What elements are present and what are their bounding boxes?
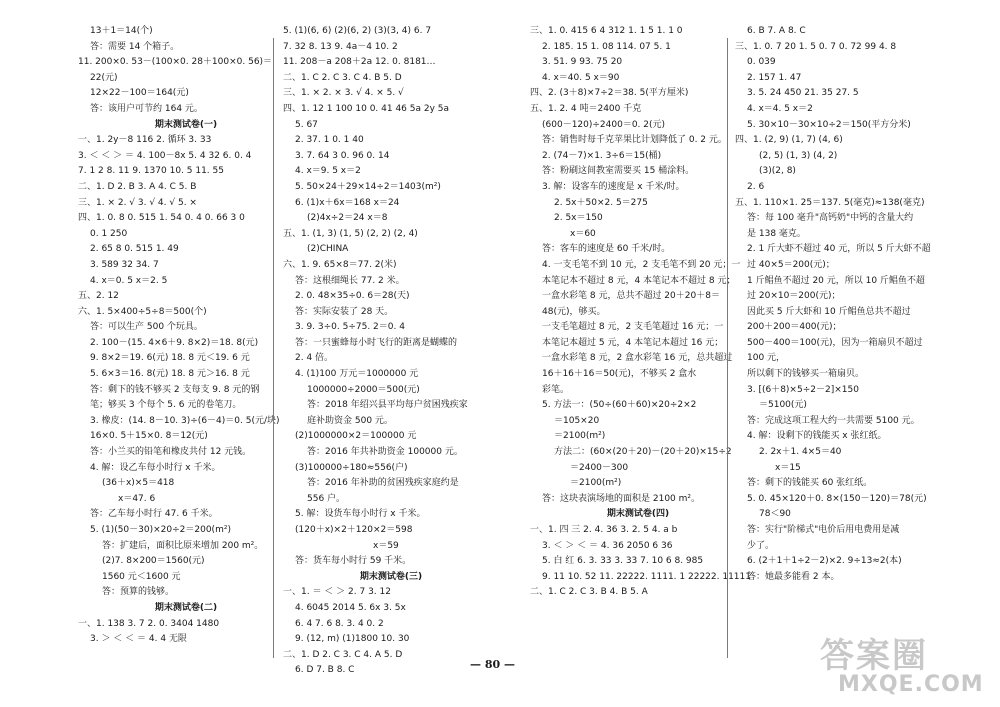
answer-line: 因此买 5 斤大虾和 10 斤鲳鱼总共不超过 bbox=[747, 306, 911, 317]
answer-line: 5. 50×24＋29×14÷2＝1403(m²) bbox=[295, 181, 441, 192]
answer-line: 答：实行"阶梯式"电价后用电费用是减 bbox=[747, 525, 900, 535]
answer-line: 556 户。 bbox=[307, 493, 346, 504]
answer-line: 答：实际安装了 28 天。 bbox=[295, 306, 394, 317]
answer-line: 22(元) bbox=[90, 72, 118, 83]
answer-line: 二、1. D 2. C 3. C 4. A 5. D bbox=[283, 649, 403, 660]
answer-line: 7. 32 8. 13 9. 4a－4 10. 2 bbox=[283, 41, 398, 52]
answer-line: 答：预算的钱够。 bbox=[102, 587, 175, 598]
answer-line: 3. 7. 64 3 0. 96 0. 14 bbox=[295, 150, 390, 161]
answer-line: 5. 6×3＝16. 8(元) 18. 8 元＞16. 8 元 bbox=[90, 369, 250, 380]
answer-line: 4. 解：设剩下的钱能买 x 张红纸。 bbox=[747, 431, 887, 442]
answer-line: 12×22－100＝164(元) bbox=[90, 88, 189, 99]
answer-line: 答：客车的速度是 60 千米/时。 bbox=[542, 244, 671, 255]
answer-line: 答：需要 14 个箱子。 bbox=[90, 41, 180, 52]
answer-line: 3. 589 32 34. 7 bbox=[90, 259, 159, 270]
answer-line: 一盒水彩笔 8 元，总共不超过 20＋20＋8＝ bbox=[542, 291, 720, 302]
answer-line: 5. 67 bbox=[295, 119, 318, 130]
answer-line: ＝5100(元) bbox=[759, 400, 807, 411]
answer-line: (2)1000000×2＝100000 元 bbox=[295, 431, 417, 442]
answer-line: x＝15 bbox=[775, 462, 801, 473]
answer-line: 3. 9. 3÷0. 5÷75. 2＝0. 4 bbox=[295, 322, 405, 333]
answer-line: 7. 1 2 8. 11 9. 1370 10. 5 11. 55 bbox=[78, 166, 224, 177]
answer-line: 5. 方法一：(50÷(60＋60)×20÷2×2 bbox=[542, 400, 697, 411]
answer-line: (600－120)÷2400＝0. 2(元) bbox=[542, 119, 666, 130]
watermark-logo-text: 答案圈 bbox=[820, 636, 928, 676]
answer-line: 11. 208－a 208＋2a 12. 0. 8181… bbox=[283, 57, 436, 68]
answer-line: 3. ＜ ＞ ＜ ＝ 4. 36 2050 6 36 bbox=[542, 540, 673, 551]
answer-line: 2. 37. 1 0. 1 40 bbox=[295, 135, 364, 146]
answer-line: 2. 0. 48×35÷0. 6＝28(天) bbox=[295, 291, 410, 302]
answer-line: 4. x＝0. 5 x＝2. 5 bbox=[90, 275, 168, 286]
answer-line: 三、1. 0. 7 20 1. 5 0. 7 0. 72 99 4. 8 bbox=[735, 41, 897, 52]
watermark-site-text: MXQE.COM bbox=[838, 672, 984, 697]
answer-line: 5. (1)(50－30)×20÷2＝200(m²) bbox=[90, 525, 231, 535]
answer-line: 一盒水彩笔 8 元，2 盒水彩笔 16 元，总共超过 bbox=[542, 353, 733, 364]
answer-line: 2. 5x＋50×2. 5＝275 bbox=[554, 197, 648, 208]
answer-line: 2. 65 8 0. 515 1. 49 bbox=[90, 244, 179, 255]
answer-line: 本笔记本不超过 8 元，4 本笔记本不超过 8 元； bbox=[542, 275, 736, 286]
answer-line: 11. 200×0. 53－(100×0. 28＋100×0. 56)＝ bbox=[78, 57, 273, 68]
answer-line: (120＋x)×2＋120×2＝598 bbox=[295, 525, 413, 535]
answer-line: ＝2100(m²) bbox=[570, 478, 622, 489]
answer-line: 2. 2x＋1. 4×5＝40 bbox=[759, 447, 842, 458]
answer-line: 48(元)，够买。 bbox=[542, 306, 606, 317]
answer-line: 答：每 100 毫升"高钙奶"中钙的含量大约 bbox=[747, 213, 914, 224]
answer-line: 四、1. 12 1 100 10 0. 41 46 5a 2y 5a bbox=[283, 103, 450, 114]
answer-line: x＝47. 6 bbox=[118, 493, 156, 504]
answer-line: 3. ＞ ＜ ＜ ＝ 4. 4 无限 bbox=[90, 634, 187, 645]
answer-line: 0. 039 bbox=[747, 57, 776, 68]
answer-line: 答：一只蜜蜂每小时飞行的距离是蝴蝶的 bbox=[295, 337, 458, 348]
answer-line: 1000000÷2000＝500(元) bbox=[307, 384, 420, 395]
answer-line: 6. B 7. A 8. C bbox=[747, 26, 806, 36]
answer-line: 6. D 7. B 8. C bbox=[295, 665, 355, 676]
answer-line: (36＋x)×5＝418 bbox=[102, 478, 175, 489]
answer-line: 3. 51. 9 93. 75 20 bbox=[542, 57, 623, 68]
answer-line: 五、1. 110×1. 25＝137. 5(毫克)≈138(毫克) bbox=[735, 197, 925, 208]
answer-line: 500－400＝100(元)，因为一箱扇贝不超过 bbox=[747, 337, 923, 348]
answer-line: 5. 0. 45×120＋0. 8×(150－120)＝78(元) bbox=[747, 493, 927, 504]
answer-line: 庭补助资金 500 元。 bbox=[307, 415, 393, 426]
answer-line: 一、1. 2y－8 116 2. 循环 3. 33 bbox=[78, 135, 212, 146]
answer-line: 2. 1 斤大虾不超过 40 元，所以 5 斤大虾不超 bbox=[747, 244, 931, 255]
answer-line: 3. [(6＋8)×5÷2－2]×150 bbox=[747, 384, 859, 395]
answer-line: 200＋200＝400(元)； bbox=[747, 322, 842, 333]
answer-line: 三、1. × 2. √ 3. √ 4. √ 5. × bbox=[78, 197, 197, 208]
answer-line: 二、1. C 2. C 3. C 4. B 5. D bbox=[283, 72, 402, 83]
answer-line: 5. 解：设货车每小时行 x 千米。 bbox=[295, 509, 426, 520]
answer-line: 3. ＜ ＜ ＞ ＝ 4. 100－8x 5. 4 32 6. 0. 4 bbox=[78, 150, 252, 161]
answer-line: 答：2016 年补助的贫困残疾家庭约是 bbox=[307, 478, 459, 489]
answer-line: 9. 8×2＝19. 6(元) 18. 8 元＜19. 6 元 bbox=[90, 353, 250, 364]
answer-line: 五、1. (1, 3) (1, 5) (2, 2) (2, 4) bbox=[283, 228, 418, 239]
answer-line: 答：可以生产 500 个玩具。 bbox=[90, 322, 203, 333]
answer-line: 3. 5. 24 450 21. 35 27. 5 bbox=[747, 88, 859, 99]
answer-line: 6. 4 7. 6 8. 3. 4 0. 2 bbox=[295, 618, 384, 629]
answer-line: (3)100000÷180≈556(户) bbox=[295, 462, 408, 473]
answer-line: 答：2016 年共补助资金 100000 元。 bbox=[307, 447, 463, 458]
answer-line: 2. 185. 15 1. 08 114. 07 5. 1 bbox=[542, 41, 671, 52]
answer-line: (2, 5) (1, 3) (4, 2) bbox=[759, 150, 838, 161]
answer-line: (2)CHINA bbox=[307, 244, 349, 255]
section-heading: 期末测试卷(一) bbox=[154, 119, 218, 130]
answer-line: 答：该用户可节约 164 元。 bbox=[90, 103, 203, 114]
answer-line: 2. 100－(15. 4×6＋9. 8×2)＝18. 8(元) bbox=[90, 337, 259, 348]
answer-line: 78＜90 bbox=[759, 509, 791, 520]
answer-line: ＝105×20 bbox=[554, 415, 600, 426]
answer-line: 2. (74－7)×1. 3÷6＝15(桶) bbox=[542, 150, 662, 161]
answer-line: 二、1. C 2. C 3. B 4. B 5. A bbox=[530, 587, 648, 598]
answer-line: 过 20×10＝200(元)； bbox=[747, 291, 841, 302]
answer-line: 一支毛笔超过 8 元，2 支毛笔超过 16 元；一 bbox=[542, 322, 724, 333]
answer-line: 4. x＝9. 5 x＝2 bbox=[295, 166, 361, 177]
answer-line: 一、1. 四 三 2. 4. 36 3. 2. 5 4. a b bbox=[530, 525, 678, 535]
answer-line: 答：粉刷这间教室需要买 15 桶涂料。 bbox=[542, 166, 695, 177]
answer-line: 9. (12, m) (1)1800 10. 30 bbox=[295, 634, 410, 645]
answer-line: 二、1. D 2. B 3. A 4. C 5. B bbox=[78, 181, 197, 192]
answer-line: 4. x＝40. 5 x＝90 bbox=[542, 72, 620, 83]
answer-column-4 bbox=[735, 24, 967, 664]
answer-line: x＝59 bbox=[373, 540, 399, 551]
answer-line: 6. (2＋1＋1÷2－2)×2. 9÷13≈2(本) bbox=[747, 556, 902, 567]
answer-line: 答：扩建后，面积比原来增加 200 m²。 bbox=[102, 540, 264, 551]
answer-line: 2. 157 1. 47 bbox=[747, 72, 802, 83]
answer-line: 三、1. 0. 415 6 4 312 1. 1 5 1. 1 0 bbox=[530, 26, 683, 36]
answer-line: 5. (1)(6, 6) (2)(6, 2) (3)(3, 4) 6. 7 bbox=[283, 26, 432, 36]
answer-line: 一、1. 138 3. 7 2. 0. 3404 1480 bbox=[78, 618, 220, 629]
answer-line: (2)4x÷2＝24 x＝8 bbox=[307, 213, 388, 224]
page-number: — 80 — bbox=[470, 658, 515, 671]
answer-line: 4. x＝4. 5 x＝2 bbox=[747, 103, 813, 114]
answer-line: 一、1. ＝ ＜ ＞ 2. 7 3. 12 bbox=[283, 587, 391, 598]
column-divider-3 bbox=[727, 38, 728, 658]
answer-line: 9. 11 10. 52 11. 22222. 1111. 1 22222. 11111 bbox=[542, 571, 751, 582]
answer-line: 四、1. (2, 9) (1, 7) (4, 6) bbox=[735, 135, 843, 146]
answer-line: (3)(2, 8) bbox=[759, 166, 796, 177]
answer-line: 所以剩下的钱够买一箱扇贝。 bbox=[747, 369, 865, 380]
answer-line: 笔；够买 3 个每个 5. 6 元的卷笔刀。 bbox=[90, 400, 242, 411]
answer-line: 2. 6 bbox=[747, 181, 765, 192]
answer-line: 少了。 bbox=[747, 540, 775, 551]
answer-line: 答：货车每小时行 59 千米。 bbox=[295, 556, 412, 567]
answer-line: 六、1. 9. 65×8＝77. 2(米) bbox=[283, 259, 397, 270]
answer-line: 0. 1 250 bbox=[90, 228, 128, 239]
answer-line: 答：完成这项工程大约一共需要 5100 元。 bbox=[747, 415, 920, 426]
answer-line: 100 元， bbox=[747, 353, 786, 364]
column-divider-1 bbox=[273, 38, 274, 658]
answer-line: 彩笔。 bbox=[542, 384, 570, 395]
answer-line: 3. 橡皮：(14. 8－10. 3)÷(6－4)＝0. 5(元/块) bbox=[90, 415, 280, 426]
answer-line: ＝2400－300 bbox=[570, 462, 629, 473]
section-heading: 期末测试卷(三) bbox=[359, 571, 423, 582]
answer-line: 1560 元＜1600 元 bbox=[102, 571, 181, 582]
answer-line: 方法二：(60×(20＋20)－(20＋20)×15÷2 bbox=[554, 447, 732, 458]
answer-line: 4. 解：设乙车每小时行 x 千米。 bbox=[90, 462, 221, 473]
answer-line: 答：小兰买的铅笔和橡皮共付 12 元钱。 bbox=[90, 447, 252, 458]
answer-line: ＝2100(m²) bbox=[554, 431, 606, 442]
answer-line: 过 40×5＝200(元)； bbox=[747, 259, 835, 270]
answer-line: 六、1. 5×400÷5÷8＝500(个) bbox=[78, 306, 207, 317]
answer-line: 13＋1＝14(个) bbox=[90, 26, 153, 36]
answer-line: 16×0. 5＋15×0. 8＝12(元) bbox=[90, 431, 208, 442]
answer-line: 16＋16＋16＝50(元)，不够买 2 盒水 bbox=[542, 369, 697, 380]
answer-line: 答：剩下的钱不够买 2 支每支 9. 8 元的钢 bbox=[90, 384, 260, 395]
answer-line: 答：剩下的钱能买 60 张红纸。 bbox=[747, 478, 873, 489]
answer-line: 2. 5x＝150 bbox=[554, 213, 603, 224]
answer-line: 四、1. 0. 8 0. 515 1. 54 0. 4 0. 66 3 0 bbox=[78, 213, 245, 224]
answer-line: 2. 4 倍。 bbox=[295, 353, 334, 364]
answer-line: 五、1. 2. 4 吨＝2400 千克 bbox=[530, 103, 642, 114]
answer-line: 答：这根细绳长 77. 2 米。 bbox=[295, 275, 405, 286]
answer-line: 答：乙车每小时行 47. 6 千米。 bbox=[90, 509, 218, 520]
answer-line: 4. 一支毛笔不到 10 元，2 支毛笔不到 20 元；一 bbox=[542, 259, 741, 270]
section-heading: 期末测试卷(二) bbox=[154, 602, 218, 613]
answer-line: 五、2. 12 bbox=[78, 291, 119, 302]
answer-line: 4. (1)100 万元＝1000000 元 bbox=[295, 369, 419, 380]
answer-line: 1 斤鲳鱼不超过 20 元，所以 10 斤鲳鱼不超 bbox=[747, 275, 925, 286]
answer-line: 三、1. × 2. × 3. √ 4. × 5. √ bbox=[283, 88, 404, 99]
answer-line: 答：2018 年绍兴县平均每户贫困残疾家 bbox=[307, 400, 468, 411]
answer-line: x＝60 bbox=[570, 228, 596, 239]
answer-column-1 bbox=[78, 24, 310, 664]
answer-line: 6. (1)x＋6x＝168 x＝24 bbox=[295, 197, 400, 208]
answer-line: 答：这块表演场地的面积是 2100 m²。 bbox=[542, 493, 701, 504]
answer-line: 5. 30×10－30×10÷2＝150(平方分米) bbox=[747, 119, 911, 130]
watermark-logo bbox=[820, 628, 990, 702]
answer-line: 四、2. (3＋8)×7÷2＝38. 5(平方厘米) bbox=[530, 88, 689, 99]
answer-line: 3. 解：设客车的速度是 x 千米/时。 bbox=[542, 181, 685, 192]
answer-line: 答：她最多能看 2 本。 bbox=[747, 571, 840, 582]
answer-line: 本笔记本超过 5 元，4 本笔记本超过 16 元； bbox=[542, 337, 724, 348]
answer-column-2 bbox=[283, 24, 515, 676]
answer-line: 是 138 毫克。 bbox=[747, 228, 806, 239]
answer-line: 4. 6045 2014 5. 6x 3. 5x bbox=[295, 602, 406, 613]
answer-line: 答：销售时每千克苹果比计划降低了 0. 2 元。 bbox=[542, 135, 727, 146]
answer-line: (2)7. 8×200＝1560(元) bbox=[102, 556, 205, 567]
answer-line: 5. 白 红 6. 3. 33 3. 33 7. 10 6 8. 985 bbox=[542, 556, 704, 567]
section-heading: 期末测试卷(四) bbox=[606, 509, 670, 520]
